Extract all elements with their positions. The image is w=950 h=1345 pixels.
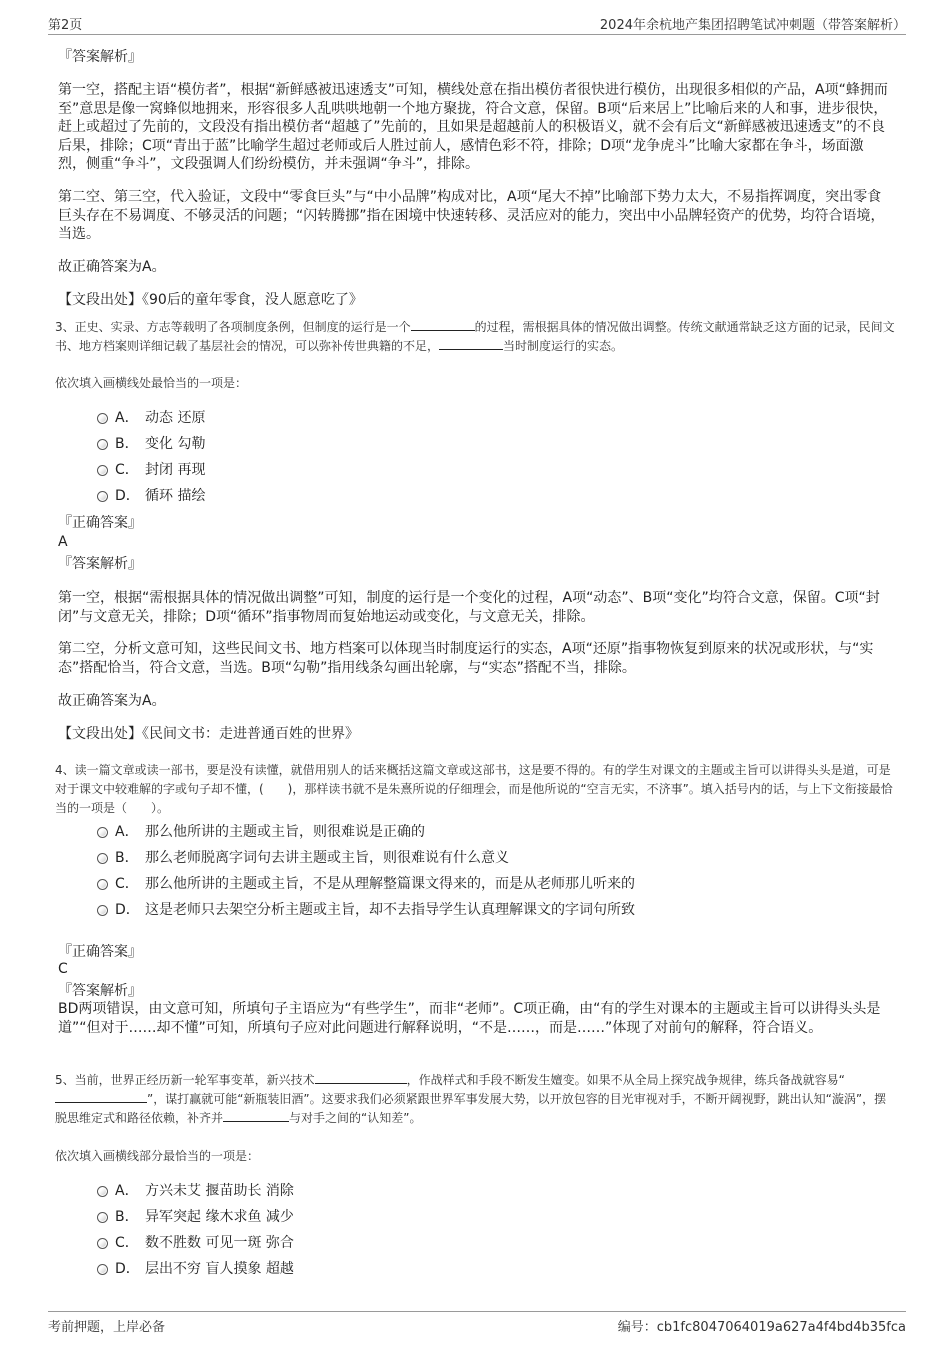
q3-stem: 3、正史、实录、方志等载明了各项制度条例，但制度的运行是一个 的过程，需根据具体的情况做出调整。传统文献通常缺乏这方面的记录，民间文书、地方档案则详细记载了基层社会的情况，可以弥补传世典籍的不足， 当时制度运行的实态。 — [55, 320, 895, 353]
q4-stem: 4、读一篇文章或读一部书，要是没有读懂，就借用别人的话来概括这篇文章或这部书，这是要不得的。有的学生对课文的主题或主旨可以讲得头头是道，可是对于课文中较难解的字或句子却不懂，( )，那样读书就不是朱熹所说的仔细理会，而是他所说的“空言无实，不济事”。填入括号内的话，与上下文衔接最恰当的一项是（ ）。 — [55, 763, 893, 815]
source-prefix: 【文段出处】 — [58, 292, 142, 308]
page-header — [48, 14, 906, 35]
q2-conclusion: 故正确答案为A。 — [58, 259, 166, 275]
q5-blank-1 — [315, 1071, 407, 1084]
source-prefix: 【文段出处】 — [58, 726, 142, 742]
q3-answer: A — [58, 534, 68, 550]
radio-icon[interactable] — [97, 1264, 108, 1275]
radio-icon[interactable] — [97, 491, 108, 502]
q3-source — [58, 725, 888, 744]
q5-blank-2 — [55, 1090, 147, 1103]
page-number: 第2页 — [48, 18, 83, 33]
q3-answer-label: 『正确答案』 — [58, 515, 142, 531]
q5-blank-3 — [223, 1109, 289, 1122]
radio-icon[interactable] — [97, 413, 108, 424]
q4-answer: C — [58, 961, 68, 977]
q3-analysis-label: 『答案解析』 — [58, 556, 142, 572]
radio-icon[interactable] — [97, 439, 108, 450]
radio-icon[interactable] — [97, 905, 108, 916]
radio-icon[interactable] — [97, 465, 108, 476]
document-code: 编号：cb1fc8047064019a627a4f4bd4b35fca — [617, 1320, 906, 1335]
radio-icon[interactable] — [97, 827, 108, 838]
q2-analysis-p2: 第二空、第三空，代入验证，文段中“零食巨头”与“中小品牌”构成对比，A项“尾大不掉”比喻部下势力太大，不易指挥调度，突出零食巨头存在不易调度、不够灵活的问题；“闪转腾挪”指在困境中快速转移、灵活应对的能力，突出中小品牌轻资产的优势，均符合语境，当选。 — [58, 189, 885, 242]
q5-instruction: 依次填入画横线部分最恰当的一项是： — [55, 1149, 260, 1163]
radio-icon[interactable] — [97, 853, 108, 864]
radio-icon[interactable] — [97, 879, 108, 890]
q3-analysis-p2: 第二空，分析文意可知，这些民间文书、地方档案可以体现当时制度运行的实态，A项“还原”指事物恢复到原来的状况或形状，与“实态”搭配恰当，符合文意，当选。B项“勾勒”指用线条勾画出轮廓，与“实态”搭配不当，排除。 — [58, 641, 874, 676]
q2-source — [58, 291, 888, 310]
q3-instruction: 依次填入画横线处最恰当的一项是： — [55, 376, 248, 390]
radio-icon[interactable] — [97, 1212, 108, 1223]
q4-answer-label: 『正确答案』 — [58, 944, 142, 960]
q3-blank-2 — [439, 337, 503, 350]
radio-icon[interactable] — [97, 1186, 108, 1197]
footer-slogan: 考前押题，上岸必备 — [48, 1320, 166, 1335]
source-title: 《民间文书：走进普通百姓的世界》 — [142, 726, 359, 742]
document-title: 2024年余杭地产集团招聘笔试冲刺题（带答案解析） — [599, 18, 906, 33]
page-footer — [48, 1311, 906, 1334]
source-title: 《90后的童年零食，没人愿意吃了》 — [142, 292, 363, 308]
q4-analysis: BD两项错误，由文意可知，所填句子主语应为“有些学生”，而非“老师”。C项正确，由“有的学生对课本的主题或主旨可以讲得头头是道”“但对于……却不懂”可知，所填句子应对此问题进行解释说明，“不是……，而是……”体现了对前句的解释，符合语义。 — [58, 1001, 881, 1036]
q3-conclusion: 故正确答案为A。 — [58, 693, 166, 709]
q5-stem: 5、当前，世界正经历新一轮军事变革，新兴技术 ，作战样式和手段不断发生嬗变。如果不从全局上探究战争规律，练兵备战就容易“”，谋打赢就可能“新瓶装旧酒”。这要求我们必须紧跟世界军事发展大势，以开放包容的目光审视对手，不断开阔视野，跳出认知“漩涡”，摆脱思维定式和路径依赖，补齐并 与对手之间的“认知差”。 — [55, 1073, 887, 1125]
q2-analysis-p1: 第一空，搭配主语“模仿者”，根据“新鲜感被迅速透支”可知，横线处意在指出模仿者很快进行模仿，出现很多相似的产品，A项“蜂拥而至”意思是像一窝蜂似地拥来，形容很多人乱哄哄地朝一个地方聚拢，符合文意，保留。B项“后来居上”比喻后来的人和事，进步很快，赶上或超过了先前的，文段没有指出模仿者“超越了”先前的，且如果是超越前人的积极语义，就不会有后文“新鲜感被迅速透支”的不良后果，排除；C项“青出于蓝”比喻学生超过老师或后人胜过前人，感情色彩不符，排除；D项“龙争虎斗”比喻大家都在争斗，场面激烈，侧重“争斗”，文段强调人们纷纷模仿，并未强调“争斗”，排除。 — [58, 82, 888, 172]
q3-blank-1 — [411, 318, 475, 331]
q2-analysis-label: 『答案解析』 — [58, 49, 142, 65]
radio-icon[interactable] — [97, 1238, 108, 1249]
q4-analysis-label: 『答案解析』 — [58, 983, 142, 999]
q3-analysis-p1: 第一空，根据“需根据具体的情况做出调整”可知，制度的运行是一个变化的过程，A项“动态”、B项“变化”均符合文意，保留。C项“封闭”与文意无关，排除；D项“循环”指事物周而复始地运动或变化，与文意无关，排除。 — [58, 590, 880, 625]
